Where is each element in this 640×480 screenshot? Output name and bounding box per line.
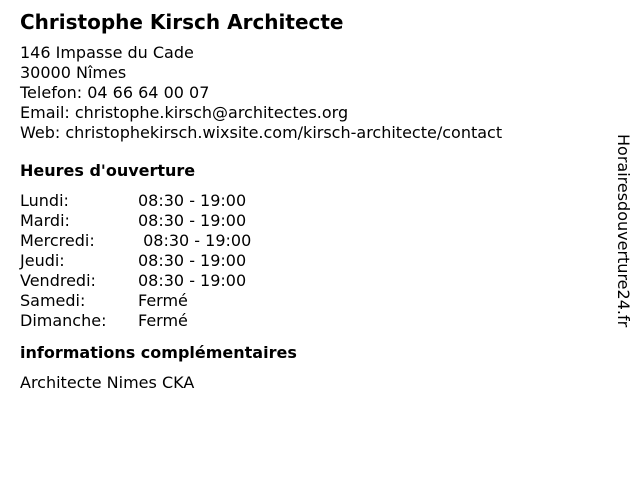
web-line: Web: christophekirsch.wixsite.com/kirsch-architecte/contact [20, 123, 503, 142]
day-hours: Fermé [138, 291, 188, 310]
hours-row-sunday [20, 311, 600, 331]
day-hours: 08:30 - 19:00 [138, 271, 247, 290]
day-hours: 08:30 - 19:00 [138, 231, 252, 250]
day-label: Mercredi: [20, 231, 95, 250]
day-label: Vendredi: [20, 271, 96, 290]
contact-block [20, 43, 600, 143]
day-hours: 08:30 - 19:00 [138, 191, 247, 210]
day-label: Jeudi: [20, 251, 65, 270]
hours-row-thursday [20, 251, 600, 271]
phone-line: Telefon: 04 66 64 00 07 [20, 83, 210, 102]
hours-row-monday [20, 191, 600, 211]
hours-row-saturday [20, 291, 600, 311]
business-card [20, 10, 600, 393]
address-line-2: 30000 Nîmes [20, 63, 127, 82]
email-line: Email: christophe.kirsch@architectes.org [20, 103, 349, 122]
day-hours: 08:30 - 19:00 [138, 211, 247, 230]
day-hours: Fermé [138, 311, 188, 330]
hours-row-friday [20, 271, 600, 291]
day-label: Mardi: [20, 211, 70, 230]
business-name: Christophe Kirsch Architecte [20, 10, 344, 34]
opening-hours-table [20, 191, 600, 331]
address-line-1: 146 Impasse du Cade [20, 43, 194, 62]
day-label: Lundi: [20, 191, 69, 210]
day-label: Samedi: [20, 291, 86, 310]
additional-info-text: Architecte Nimes CKA [20, 373, 195, 392]
additional-info-heading: informations complémentaires [20, 343, 297, 362]
opening-hours-heading: Heures d'ouverture [20, 161, 196, 180]
day-hours: 08:30 - 19:00 [138, 251, 247, 270]
hours-row-tuesday [20, 211, 600, 231]
hours-row-wednesday [20, 231, 600, 251]
day-label: Dimanche: [20, 311, 107, 330]
site-watermark: Horairesdouverture24.fr [614, 134, 633, 328]
